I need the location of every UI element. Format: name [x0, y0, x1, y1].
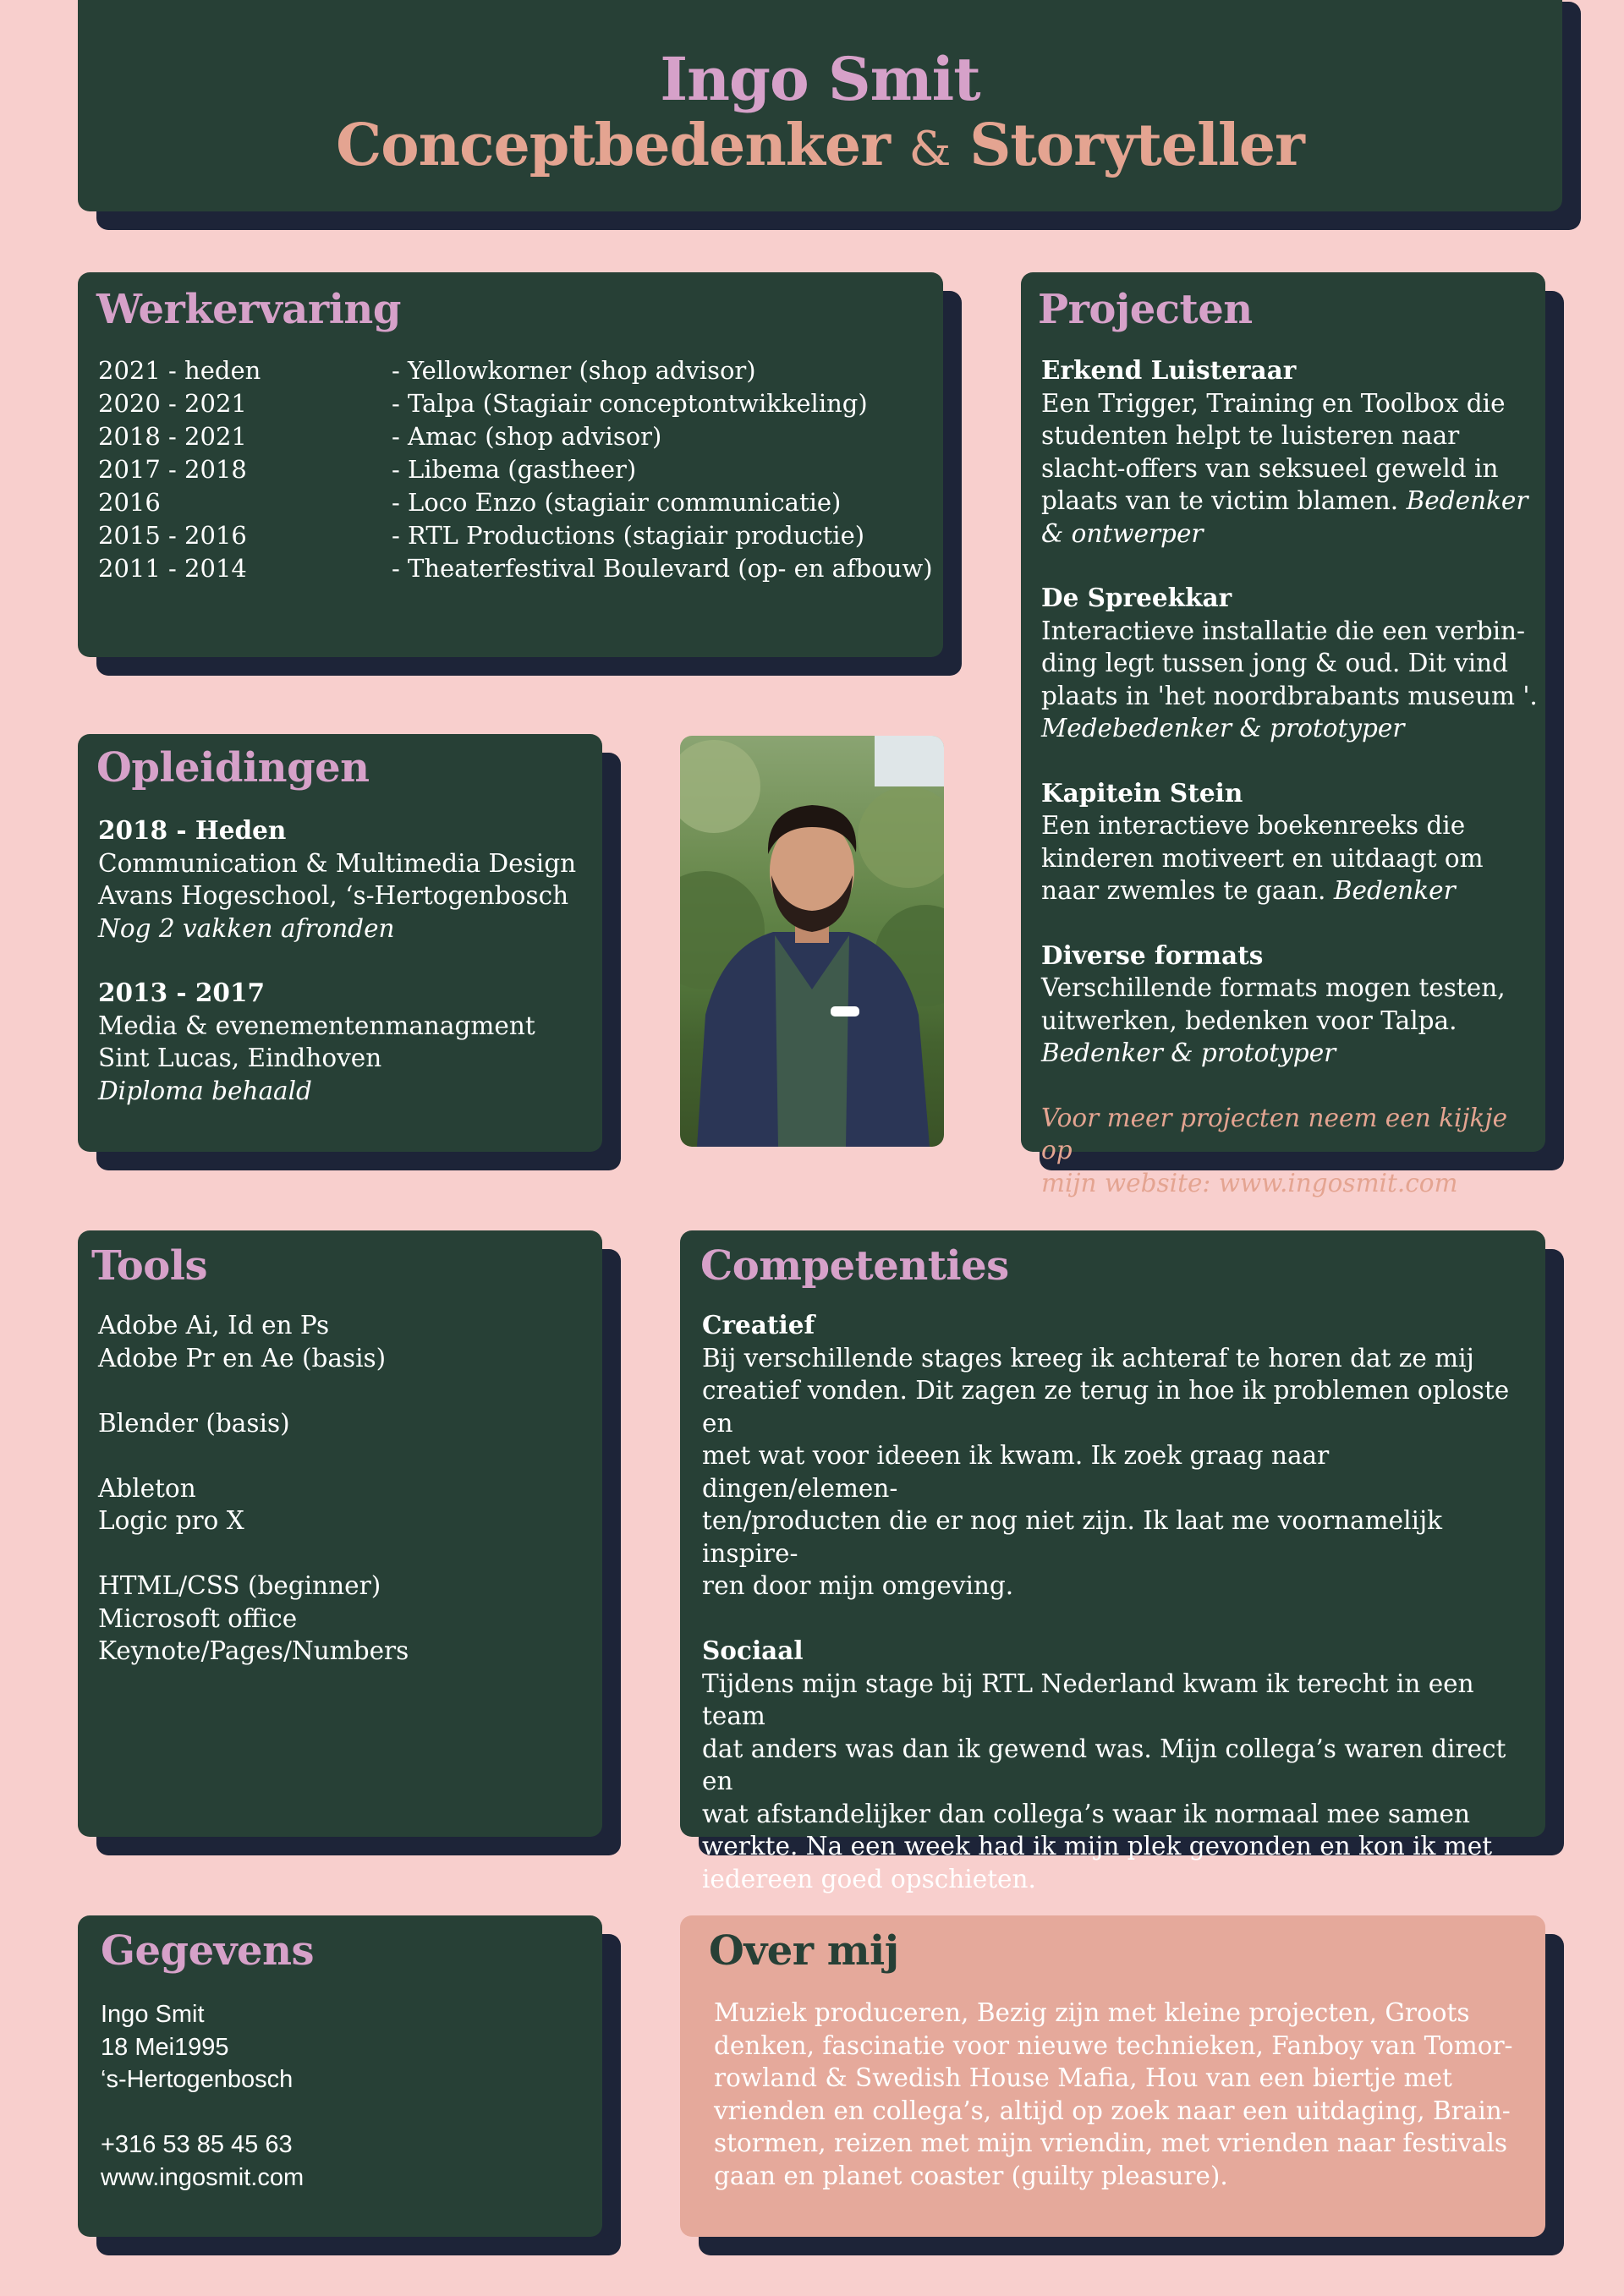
werk-years: 2020 - 2021 [98, 389, 247, 418]
tool-group [98, 1309, 597, 1374]
project-role: Bedenker [1333, 876, 1456, 905]
projecten-title: Projecten [1038, 286, 1253, 333]
competentie-item [702, 1635, 1514, 1895]
werk-years: 2017 - 2018 [98, 455, 247, 484]
competentie-line: ren door mijn omgeving. [702, 1571, 1014, 1600]
contact-name: Ingo Smit [101, 2001, 205, 2028]
tool-item: Keynote/Pages/Numbers [98, 1636, 409, 1665]
competentie-line: ten/producten die er nog niet zijn. Ik laat me voornamelijk inspire- [702, 1506, 1442, 1568]
tool-group [98, 1472, 597, 1537]
project-name: De Spreekkar [1041, 583, 1232, 612]
tool-item: Ableton [98, 1473, 196, 1503]
competentie-name: Sociaal [702, 1636, 804, 1665]
project-desc [1041, 809, 1540, 907]
projecten-more [1041, 1102, 1540, 1200]
over-mij-line: stormen, reizen met mijn vriendin, met vrienden naar festivals [714, 2129, 1508, 2157]
over-mij-line: denken, fascinatie voor nieuwe technieken, Fanboy van Tomor- [714, 2030, 1513, 2060]
werk-role: - Talpa (Stagiair conceptontwikkeling) [392, 389, 868, 418]
project-name: Kapitein Stein [1041, 777, 1243, 808]
werk-role: - RTL Productions (stagiair productie) [392, 521, 865, 550]
over-mij-line: Muziek produceren, Bezig zijn met kleine projecten, Groots [714, 1998, 1470, 2027]
tool-item: Logic pro X [98, 1506, 244, 1535]
over-mij-line: gaan en planet coaster (guilty pleasure). [714, 2161, 1228, 2190]
projecten-website-link[interactable]: mijn website: www.ingosmit.com [1041, 1168, 1458, 1197]
opleiding-study: Media & evenementenmanagment [98, 1011, 535, 1040]
competentie-line: werkte. Na een week had ik mijn plek gevonden en kon ik met [702, 1832, 1493, 1860]
opleiding-period: 2013 - 2017 [98, 978, 265, 1007]
werk-row [98, 453, 933, 486]
competentie-line: dat anders was dan ik gewend was. Mijn collega’s waren direct en [702, 1734, 1506, 1795]
project-item [1041, 582, 1540, 745]
werk-row [98, 354, 933, 387]
competentie-line: met wat voor ideeen ik kwam. Ik zoek graag naar dingen/elemen- [702, 1441, 1330, 1503]
werkervaring-list [98, 354, 933, 585]
profile-photo [680, 736, 944, 1147]
tools-card [78, 1230, 602, 1837]
werkervaring-title: Werkervaring [96, 286, 401, 333]
werk-years: 2018 - 2021 [98, 422, 247, 451]
tools-list [98, 1309, 597, 1700]
role-primary: Conceptbedenker [336, 112, 890, 179]
competenties-title: Competenties [700, 1242, 1009, 1290]
opleiding-school: Avans Hogeschool, ‘s-Hertogenbosch [98, 881, 569, 910]
over-mij-line: vrienden en collega’s, altijd op zoek naar een uitdaging, Brain- [714, 2096, 1511, 2125]
over-mij-line: rowland & Swedish House Mafia, Hou van een biertje met [714, 2063, 1452, 2092]
competentie-line: wat afstandelijker dan collega’s waar ik normaal mee samen [702, 1799, 1470, 1828]
werk-role: - Amac (shop advisor) [392, 422, 662, 451]
project-desc-text: Verschillende formats mogen testen, uitwerken, bedenken voor Talpa. [1041, 973, 1506, 1035]
gegevens-card [78, 1915, 602, 2237]
opleiding-item [98, 977, 597, 1107]
projecten-card [1021, 272, 1545, 1197]
contact-birthdate: 18 Mei1995 [101, 2033, 229, 2061]
tool-item: Microsoft office [98, 1603, 298, 1633]
projecten-more-line: Voor meer projecten neem een kijkje op [1041, 1103, 1508, 1164]
competentie-line: iedereen goed opschieten. [702, 1864, 1036, 1893]
header-card [78, 0, 1562, 211]
role-ampersand: & [908, 122, 951, 177]
werk-row [98, 552, 933, 585]
competenties-card [680, 1230, 1545, 1893]
opleidingen-list [98, 814, 597, 1139]
tool-item: Blender (basis) [98, 1408, 290, 1438]
project-desc [1041, 387, 1540, 551]
competenties-list [702, 1309, 1514, 1928]
competentie-line: creatief vonden. Dit zagen ze terug in hoe ik problemen oploste en [702, 1376, 1510, 1438]
werk-years: 2021 - heden [98, 356, 261, 385]
werkervaring-card [78, 272, 943, 657]
contact-city: ‘s-Hertogenbosch [101, 2066, 294, 2093]
project-desc-text: Een Trigger, Training en Toolbox die studenten helpt te luisteren naar slacht-offers van seksueel geweld in plaats van te victim blamen. [1041, 388, 1506, 515]
project-name: Diverse formats [1041, 940, 1264, 970]
opleiding-study: Communication & Multimedia Design [98, 848, 577, 878]
competentie-name: Creatief [702, 1310, 815, 1340]
tool-group [98, 1407, 597, 1440]
werk-role: - Theaterfestival Boulevard (op- en afbouw) [392, 554, 933, 583]
werk-years: 2011 - 2014 [98, 554, 247, 583]
projecten-list [1041, 354, 1540, 1199]
cv-name: Ingo Smit [660, 44, 980, 114]
werk-years: 2016 [98, 488, 161, 517]
cv-role [78, 112, 1562, 179]
competentie-line: Tijdens mijn stage bij RTL Nederland kwam ik terecht in een team [702, 1669, 1474, 1730]
opleiding-status: Nog 2 vakken afronden [98, 913, 395, 943]
tool-item: Adobe Pr en Ae (basis) [98, 1343, 387, 1373]
opleidingen-title: Opleidingen [96, 744, 370, 792]
tool-group [98, 1570, 597, 1668]
profile-photo-illustration [680, 736, 944, 1147]
over-mij-card [680, 1915, 1545, 2237]
werk-row [98, 387, 933, 420]
werk-role: - Libema (gastheer) [392, 455, 637, 484]
tool-item: Adobe Ai, Id en Ps [98, 1311, 330, 1340]
project-desc-text: Interactieve installatie die een verbin-ding legt tussen jong & oud. Dit vind plaats in 'het noordbrabants museum '. [1041, 616, 1538, 710]
opleiding-item [98, 814, 597, 945]
werk-years: 2015 - 2016 [98, 521, 247, 550]
project-role: Bedenker & prototyper [1041, 1038, 1336, 1067]
gegevens-title: Gegevens [101, 1927, 314, 1975]
opleiding-status: Diploma behaald [98, 1076, 312, 1105]
competentie-line: Bij verschillende stages kreeg ik achteraf te horen dat ze mij [702, 1343, 1474, 1373]
project-desc [1041, 615, 1540, 745]
competentie-item [702, 1309, 1514, 1603]
contact-website[interactable]: www.ingosmit.com [101, 2163, 304, 2191]
opleidingen-card [78, 734, 602, 1152]
werk-role: - Yellowkorner (shop advisor) [392, 356, 756, 385]
over-mij-title: Over mij [709, 1927, 899, 1975]
project-item [1041, 940, 1540, 1070]
project-desc [1041, 972, 1540, 1070]
gegevens-list [101, 1998, 591, 2194]
opleiding-school: Sint Lucas, Eindhoven [98, 1044, 382, 1072]
project-role: Bedenker & ontwerper [1041, 486, 1528, 548]
opleiding-period: 2018 - Heden [98, 815, 287, 845]
project-item [1041, 777, 1540, 907]
project-item [1041, 354, 1540, 550]
tool-item: HTML/CSS (beginner) [98, 1571, 381, 1600]
contact-spacer [101, 2096, 591, 2129]
over-mij-text [714, 1997, 1526, 2192]
werk-row [98, 486, 933, 519]
project-name: Erkend Luisteraar [1041, 355, 1297, 385]
role-secondary: Storyteller [969, 112, 1304, 179]
werk-role: - Loco Enzo (stagiair communicatie) [392, 488, 842, 517]
werk-row [98, 420, 933, 453]
project-role: Medebedenker & prototyper [1041, 714, 1405, 743]
tools-title: Tools [91, 1242, 207, 1290]
contact-phone[interactable]: +316 53 85 45 63 [101, 2131, 293, 2158]
project-desc-text: Een interactieve boekenreeks die kinderen motiveert en uitdaagt om naar zwemles te gaan. [1041, 811, 1484, 905]
werk-row [98, 519, 933, 552]
